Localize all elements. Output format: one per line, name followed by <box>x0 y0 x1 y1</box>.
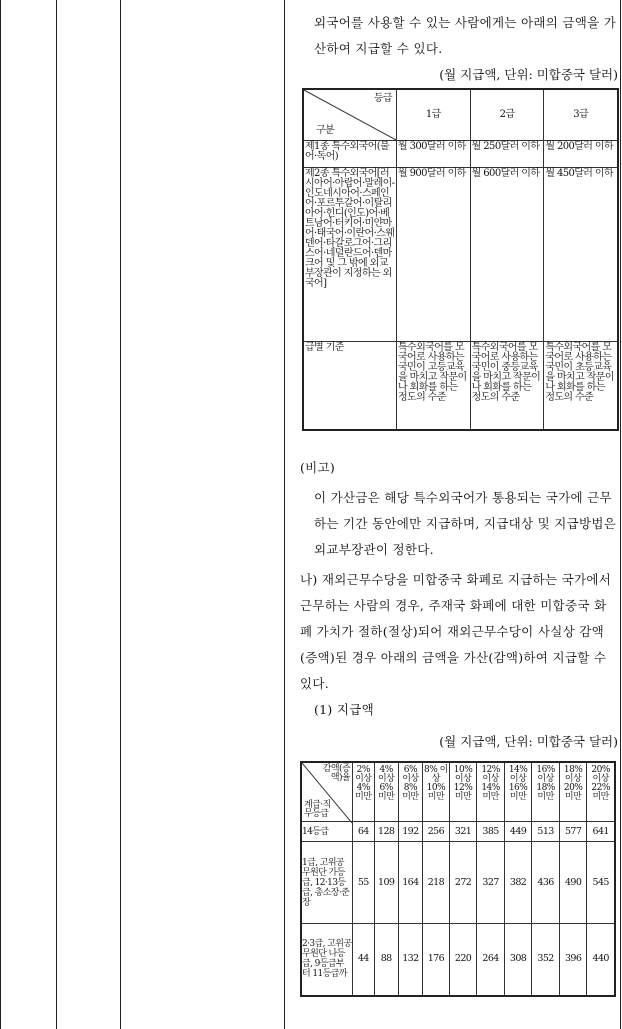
rate-header: 4% 이상 6% 미만 <box>374 762 398 822</box>
table-cell: 176 <box>423 924 450 996</box>
table2-corner <box>301 762 353 822</box>
intro-text: 외국어를 사용할 수 있는 사람에게는 아래의 금액을 가산하여 지급할 수 있다. <box>314 15 617 56</box>
table-cell: 385 <box>477 822 505 842</box>
content-cell <box>300 0 618 997</box>
table-row <box>301 924 615 996</box>
column-divider-2 <box>120 0 121 1029</box>
language-allowance-table <box>302 88 619 431</box>
remark-label: (비고) <box>300 459 336 475</box>
table-cell: 327 <box>477 842 505 924</box>
table-cell: 490 <box>559 842 587 924</box>
table-cell: 272 <box>449 842 477 924</box>
table-cell: 164 <box>398 842 422 924</box>
table-cell: 월 200달러 이하 <box>544 141 618 168</box>
table-cell: 218 <box>423 842 450 924</box>
table-cell: 특수외국어를 모국어로 사용하는 국민이 초등교육을 마치고 작문이나 회화를 하는 정도의 수준 <box>544 342 618 430</box>
table-cell: 월 600달러 이하 <box>470 168 544 342</box>
table-cell: 321 <box>449 822 477 842</box>
table2-corner-top: 감액(증액)율 <box>322 763 350 783</box>
table-cell: 88 <box>374 924 398 996</box>
row-label: 제1종 특수외국어(불어·독어) <box>303 141 397 168</box>
rate-header: 6% 이상 8% 미만 <box>398 762 422 822</box>
table-cell: 264 <box>477 924 505 996</box>
table-cell: 308 <box>504 924 532 996</box>
table-cell: 109 <box>374 842 398 924</box>
table-cell: 월 450달러 이하 <box>544 168 618 342</box>
table-cell: 396 <box>559 924 587 996</box>
table-cell: 월 900달러 이하 <box>397 168 471 342</box>
sub-heading-1: (1) 지급액 <box>314 701 375 717</box>
table-cell: 449 <box>504 822 532 842</box>
unit-label-1: (월 지급액, 단위: 미합중국 달러) <box>439 67 618 82</box>
rate-header: 10% 이상 12% 미만 <box>449 762 477 822</box>
table-cell: 특수외국어를 모국어로 사용하는 국민이 중등교육을 마치고 작문이나 회화를 하는 정도의 수준 <box>470 342 544 430</box>
grade-header: 1급 <box>397 89 471 141</box>
table-cell: 577 <box>559 822 587 842</box>
table-cell: 192 <box>398 822 422 842</box>
table-cell: 44 <box>353 924 375 996</box>
table-cell: 55 <box>353 842 375 924</box>
currency-adjustment-table <box>300 761 616 997</box>
rate-header: 18% 이상 20% 미만 <box>559 762 587 822</box>
table2-corner-bottom: 계급·직무등급 <box>304 800 331 819</box>
right-border <box>620 0 621 1029</box>
item-na-text: 나) 재외근무수당을 미합중국 화폐로 지급하는 국가에서 근무하는 사람의 경우, 주재국 화폐에 대한 미합중국 화폐 가치가 절하(절상)되어 재외근무수당이 사실상 감액(증액)된 경우 아래의 금액을 가산(감액)하여 지급할 수 있다. <box>300 571 612 691</box>
row-label: 2·3급, 고위공무원단 나등급, 9등급부터 11등급까 <box>301 924 353 996</box>
table-cell: 128 <box>374 822 398 842</box>
rate-header: 16% 이상 18% 미만 <box>532 762 560 822</box>
table-cell: 352 <box>532 924 560 996</box>
table-cell: 월 300달러 이하 <box>397 141 471 168</box>
remark-text: 이 가산금은 해당 특수외국어가 통용되는 국가에 근무하는 기간 동안에만 지급하며, 지급대상 및 지급방법은 외교부장관이 정한다. <box>314 489 617 557</box>
table-row <box>301 842 615 924</box>
table-cell: 특수외국어를 모국어로 사용하는 국민이 고등교육을 마치고 작문이나 회화를 하는 정도의 수준 <box>397 342 471 430</box>
table-cell: 220 <box>449 924 477 996</box>
table-row <box>301 822 615 842</box>
grade-header: 2급 <box>470 89 544 141</box>
table-cell: 132 <box>398 924 422 996</box>
table-cell: 641 <box>587 822 615 842</box>
table-cell: 256 <box>423 822 450 842</box>
row-label: 급별 기준 <box>303 342 397 430</box>
rate-header: 2% 이상 4% 미만 <box>353 762 375 822</box>
rate-header: 12% 이상 14% 미만 <box>477 762 505 822</box>
table-cell: 545 <box>587 842 615 924</box>
table1-corner-bottom: 구분 <box>316 125 335 136</box>
row-label: 1급, 고위공무원단 가등급, 12·13등급, 총소장·준장 <box>301 842 353 924</box>
rate-header: 8% 이상 10% 미만 <box>423 762 450 822</box>
table-cell: 64 <box>353 822 375 842</box>
column-divider-3 <box>284 0 285 1029</box>
table-cell: 382 <box>504 842 532 924</box>
row-label: 14등급 <box>301 822 353 842</box>
left-border <box>0 0 1 1029</box>
table-cell: 440 <box>587 924 615 996</box>
rate-header: 14% 이상 16% 미만 <box>504 762 532 822</box>
table-cell: 513 <box>532 822 560 842</box>
grade-header: 3급 <box>544 89 618 141</box>
table-cell: 월 250달러 이하 <box>470 141 544 168</box>
column-divider-1 <box>56 0 57 1029</box>
rate-header: 20% 이상 22% 미만 <box>587 762 615 822</box>
unit-label-2: (월 지급액, 단위: 미합중국 달러) <box>439 733 618 749</box>
table1-corner <box>303 89 397 141</box>
table1-corner-top: 등급 <box>373 93 392 104</box>
row-label: 제2종 특수외국어[러시아어·아랍어·말레이-인도네시아어·스페인어·포르투갈어·이탈리아어·힌디(인도)어·베트남어·터키어·미얀마어·태국어·이란어·스웨덴어·타갈로그어·그리스어·네덜란드어·덴마크어 및 그 밖에 외교부장관이 지정하는 외국어] <box>303 168 397 342</box>
table-cell: 436 <box>532 842 560 924</box>
